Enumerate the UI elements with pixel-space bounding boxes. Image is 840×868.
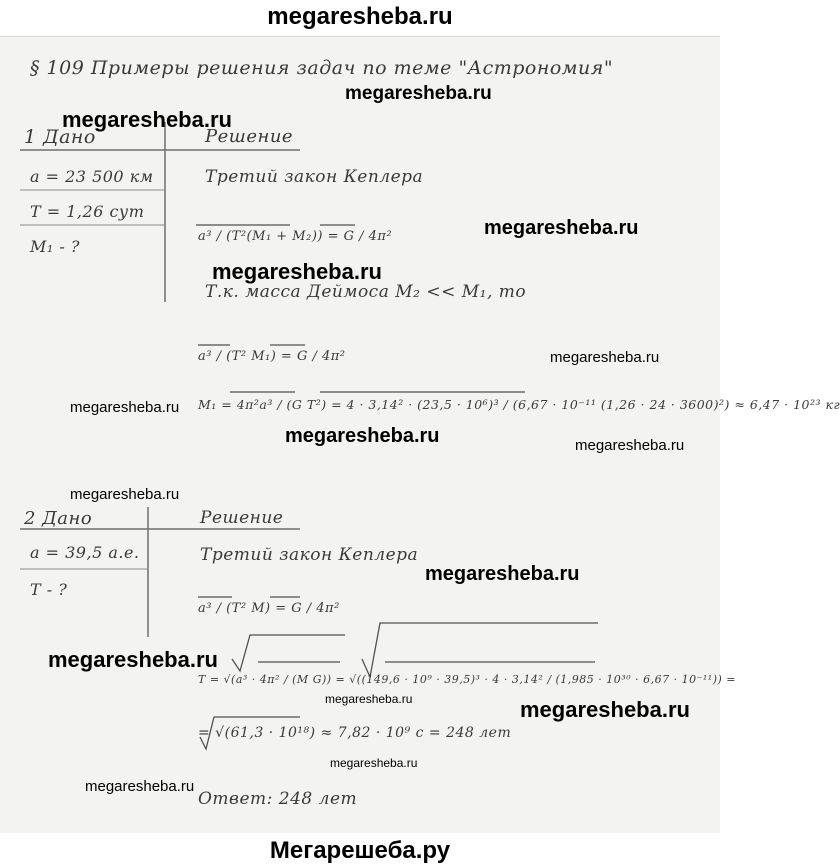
watermark: megaresheba.ru: [550, 349, 660, 366]
watermark: megaresheba.ru: [70, 399, 180, 416]
problem1-given-label: 1 Дано: [24, 126, 96, 148]
problem1-solution-label: Решение: [205, 126, 294, 147]
site-banner-top: megaresheba.ru: [267, 3, 453, 30]
site-banner-bottom: Мегарешеба.ру: [269, 837, 451, 864]
problem1-note: Т.к. масса Деймоса M₂ << M₁, то: [205, 282, 527, 302]
problem2-given-label: 2 Дано: [24, 508, 93, 529]
problem2-given-2: T - ?: [30, 580, 68, 599]
problem2-answer: Ответ: 248 лет: [198, 789, 358, 809]
watermark: megaresheba.ru: [70, 486, 180, 503]
watermark: megaresheba.ru: [345, 83, 492, 104]
watermark: megaresheba.ru: [325, 692, 413, 706]
problem2-formula-T: T = √(a³ · 4π² / (M G)) = √((149,6 · 10⁹ · 39,5)³ · 4 · 3,14² / (1,985 · 10³⁰ · 6,67 · 10⁻¹¹)) =: [198, 673, 736, 686]
watermark: megaresheba.ru: [484, 217, 639, 239]
watermark: megaresheba.ru: [285, 425, 440, 447]
problem2-solution-label: Решение: [200, 508, 284, 528]
problem1-formula-kepler: a³ / (T²(M₁ + M₂)) = G / 4π²: [198, 229, 393, 244]
watermark: megaresheba.ru: [520, 697, 690, 722]
problem1-given-1: a = 23 500 км: [30, 167, 154, 186]
watermark: megaresheba.ru: [330, 756, 418, 770]
heading: § 109 Примеры решения задач по теме "Астрономия": [30, 57, 614, 79]
problem1-law: Третий закон Кеплера: [205, 167, 424, 187]
watermark: megaresheba.ru: [62, 107, 232, 132]
notebook-page: [0, 36, 840, 833]
problem1-given-2: T = 1,26 сут: [30, 202, 145, 221]
problem1-result: M₁ = 4π²a³ / (G T²) = 4 · 3,14² · (23,5 · 10⁶)³ / (6,67 · 10⁻¹¹ (1,26 · 24 · 3600)²) ≈ 6,47 · 10²³ кг: [198, 397, 840, 412]
problem2-formula-kepler: a³ / (T² M) = G / 4π²: [198, 601, 340, 616]
watermark: megaresheba.ru: [425, 563, 580, 585]
problem2-computation: = √(61,3 · 10¹⁸) ≈ 7,82 · 10⁹ с = 248 лет: [198, 725, 512, 741]
problem1-given-3: M₁ - ?: [30, 237, 80, 256]
problem1-formula-simplified: a³ / (T² M₁) = G / 4π²: [198, 349, 346, 364]
watermark: megaresheba.ru: [85, 778, 195, 795]
watermark: megaresheba.ru: [575, 437, 685, 454]
watermark: megaresheba.ru: [48, 647, 218, 672]
watermark: megaresheba.ru: [212, 259, 382, 284]
problem2-given-1: a = 39,5 а.е.: [30, 543, 140, 562]
problem2-law: Третий закон Кеплера: [200, 545, 419, 565]
